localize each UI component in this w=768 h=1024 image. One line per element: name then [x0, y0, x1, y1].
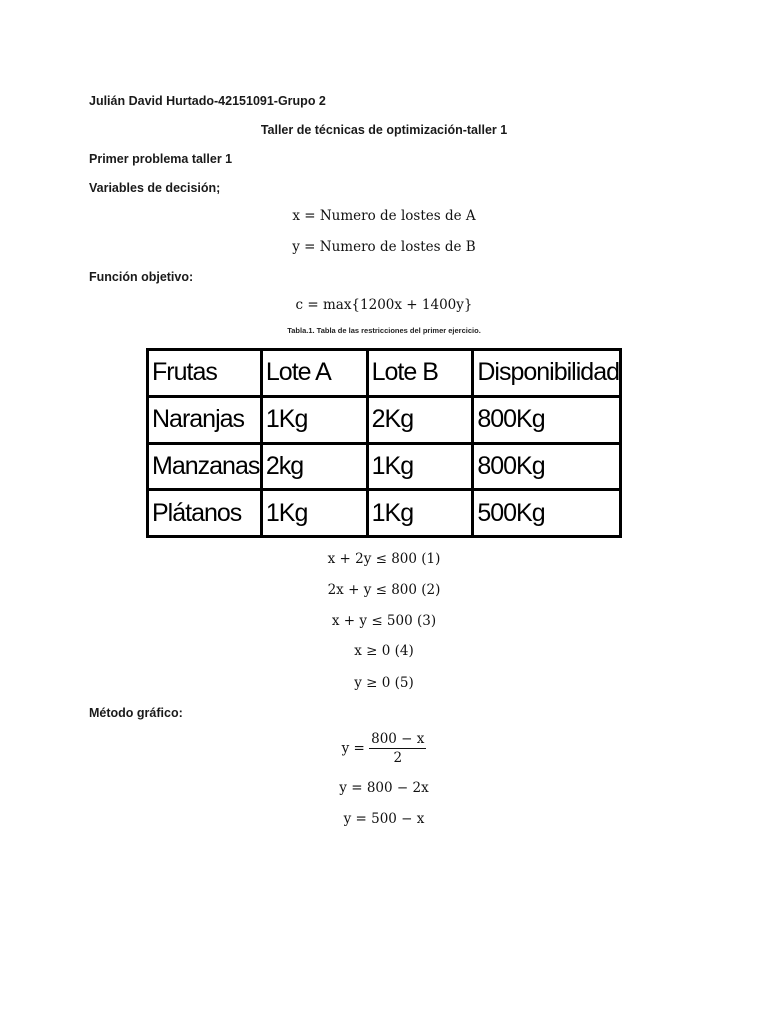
constraint-4: x ≥ 0 (4) [354, 643, 414, 659]
objective-heading: Función objetivo: [89, 270, 194, 284]
table-cell: 1Kg [261, 490, 367, 537]
document-title: Taller de técnicas de optimización-taller 1 [260, 123, 508, 137]
objective-function: c = max{1200x + 1400y} [295, 297, 473, 313]
variables-heading: Variables de decisión; [89, 181, 221, 195]
constraint-3: x + y ≤ 500 (3) [331, 613, 437, 629]
table-cell: Naranjas [148, 396, 262, 443]
table-row [148, 396, 621, 443]
equation-1 [0, 731, 768, 766]
constraint-1: x + 2y ≤ 800 (1) [327, 551, 441, 567]
graphic-method-heading: Método gráfico: [89, 706, 183, 720]
table-cell: 500Kg [473, 490, 621, 537]
table-header-cell: Disponibilidad [473, 350, 621, 397]
table-cell: 1Kg [367, 443, 473, 490]
variable-x-definition: x = Numero de lostes de A [292, 208, 476, 224]
table-row [148, 490, 621, 537]
table-header-cell: Frutas [148, 350, 262, 397]
table-cell: Manzanas [148, 443, 262, 490]
table-row [148, 443, 621, 490]
equation-2: y = 800 − 2x [339, 780, 429, 796]
table-cell: 2kg [261, 443, 367, 490]
variable-y-definition: y = Numero de lostes de B [292, 239, 476, 255]
equation-3: y = 500 − x [343, 811, 425, 827]
table-header-cell: Lote A [261, 350, 367, 397]
problem-heading: Primer problema taller 1 [89, 152, 233, 166]
fraction-numerator: 800 − x [371, 731, 425, 747]
table-cell: 1Kg [367, 490, 473, 537]
fraction-denominator: 2 [393, 750, 403, 766]
constraint-5: y ≥ 0 (5) [354, 675, 414, 691]
table-cell: 800Kg [473, 443, 621, 490]
table-cell: 800Kg [473, 396, 621, 443]
constraint-2: 2x + y ≤ 800 (2) [327, 582, 441, 598]
equation-1-lhs: y = [341, 740, 365, 757]
table-header-cell: Lote B [367, 350, 473, 397]
restrictions-table [146, 348, 622, 538]
author-line: Julián David Hurtado-42151091-Grupo 2 [89, 94, 326, 108]
table-header-row [148, 350, 621, 397]
table-cell: 1Kg [261, 396, 367, 443]
table-cell: 2Kg [367, 396, 473, 443]
equation-1-fraction [369, 731, 426, 766]
table-caption: Tabla.1. Tabla de las restricciones del primer ejercicio. [287, 326, 481, 335]
table-cell: Plátanos [148, 490, 262, 537]
